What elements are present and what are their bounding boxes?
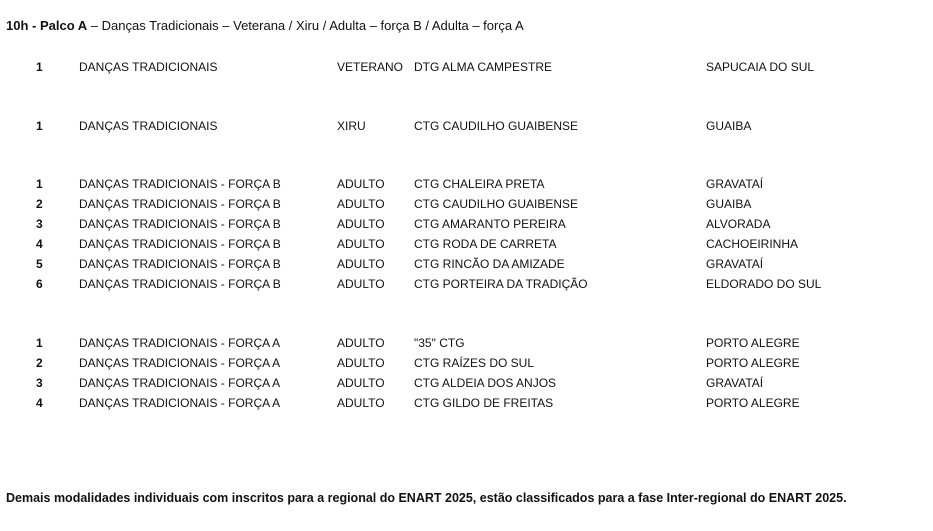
category-cell: ADULTO: [337, 177, 385, 191]
category-cell: ADULTO: [337, 376, 385, 390]
entity-cell: CTG PORTEIRA DA TRADIÇÃO: [414, 277, 588, 291]
entity-cell: CTG CHALEIRA PRETA: [414, 177, 545, 191]
category-cell: ADULTO: [337, 396, 385, 410]
modality-cell: DANÇAS TRADICIONAIS - FORÇA B: [79, 177, 281, 191]
heading-description: – Danças Tradicionais – Veterana / Xiru / Adulta – força B / Adulta – força A: [87, 18, 524, 33]
entity-cell: CTG AMARANTO PEREIRA: [414, 217, 566, 231]
heading-time-stage: 10h - Palco A: [6, 18, 88, 33]
rank-cell: 1: [36, 177, 43, 191]
rank-cell: 6: [36, 277, 43, 291]
entity-cell: CTG RODA DE CARRETA: [414, 237, 557, 251]
result-row: [0, 373, 933, 393]
rank-cell: 4: [36, 396, 43, 410]
rank-cell: 2: [36, 197, 43, 211]
rank-cell: 2: [36, 356, 43, 370]
city-cell: CACHOEIRINHA: [706, 237, 799, 251]
city-cell: ELDORADO DO SUL: [706, 277, 822, 291]
modality-cell: DANÇAS TRADICIONAIS - FORÇA A: [79, 336, 281, 350]
rank-cell: 3: [36, 217, 43, 231]
modality-cell: DANÇAS TRADICIONAIS: [79, 119, 218, 133]
category-cell: ADULTO: [337, 237, 385, 251]
category-cell: XIRU: [337, 119, 366, 133]
category-cell: ADULTO: [337, 356, 385, 370]
entity-cell: CTG ALDEIA DOS ANJOS: [414, 376, 557, 390]
city-cell: PORTO ALEGRE: [706, 356, 800, 370]
modality-cell: DANÇAS TRADICIONAIS - FORÇA B: [79, 197, 281, 211]
modality-cell: DANÇAS TRADICIONAIS - FORÇA B: [79, 237, 281, 251]
result-row: [0, 353, 933, 373]
modality-cell: DANÇAS TRADICIONAIS - FORÇA B: [79, 217, 281, 231]
rank-cell: 1: [36, 60, 43, 74]
city-cell: ALVORADA: [706, 217, 771, 231]
city-cell: GUAIBA: [706, 197, 752, 211]
city-cell: GRAVATAÍ: [706, 177, 764, 191]
entity-cell: DTG ALMA CAMPESTRE: [414, 60, 553, 74]
rank-cell: 5: [36, 257, 43, 271]
result-row: [0, 333, 933, 353]
city-cell: PORTO ALEGRE: [706, 336, 800, 350]
category-cell: ADULTO: [337, 257, 385, 271]
page-heading: [6, 18, 524, 33]
entity-cell: "35" CTG: [414, 336, 465, 350]
footer-note: Demais modalidades individuais com inscritos para a regional do ENART 2025, estão classificados para a fase Inter-regional do ENART 2025.: [6, 491, 847, 505]
entity-cell: CTG RINCÃO DA AMIZADE: [414, 257, 565, 271]
entity-cell: CTG RAÍZES DO SUL: [414, 356, 535, 370]
result-row: [0, 254, 933, 274]
result-row: [0, 57, 933, 77]
city-cell: GRAVATAÍ: [706, 376, 764, 390]
results-group-forca-b: [0, 174, 933, 294]
rank-cell: 4: [36, 237, 43, 251]
modality-cell: DANÇAS TRADICIONAIS - FORÇA A: [79, 356, 281, 370]
results-group-forca-a: [0, 333, 933, 413]
city-cell: GRAVATAÍ: [706, 257, 764, 271]
result-row: [0, 116, 933, 136]
category-cell: ADULTO: [337, 277, 385, 291]
category-cell: ADULTO: [337, 197, 385, 211]
modality-cell: DANÇAS TRADICIONAIS - FORÇA A: [79, 376, 281, 390]
city-cell: PORTO ALEGRE: [706, 396, 800, 410]
city-cell: SAPUCAIA DO SUL: [706, 60, 815, 74]
rank-cell: 1: [36, 119, 43, 133]
result-row: [0, 194, 933, 214]
result-row: [0, 274, 933, 294]
entity-cell: CTG GILDO DE FREITAS: [414, 396, 554, 410]
result-row: [0, 234, 933, 254]
entity-cell: CTG CAUDILHO GUAIBENSE: [414, 197, 579, 211]
category-cell: VETERANO: [337, 60, 404, 74]
result-row: [0, 174, 933, 194]
rank-cell: 1: [36, 336, 43, 350]
entity-cell: CTG CAUDILHO GUAIBENSE: [414, 119, 579, 133]
modality-cell: DANÇAS TRADICIONAIS - FORÇA B: [79, 277, 281, 291]
category-cell: ADULTO: [337, 217, 385, 231]
result-row: [0, 393, 933, 413]
city-cell: GUAIBA: [706, 119, 752, 133]
category-cell: ADULTO: [337, 336, 385, 350]
modality-cell: DANÇAS TRADICIONAIS: [79, 60, 218, 74]
result-row: [0, 214, 933, 234]
results-group-veterano: [0, 57, 933, 77]
results-group-xiru: [0, 116, 933, 136]
rank-cell: 3: [36, 376, 43, 390]
modality-cell: DANÇAS TRADICIONAIS - FORÇA A: [79, 396, 281, 410]
modality-cell: DANÇAS TRADICIONAIS - FORÇA B: [79, 257, 281, 271]
